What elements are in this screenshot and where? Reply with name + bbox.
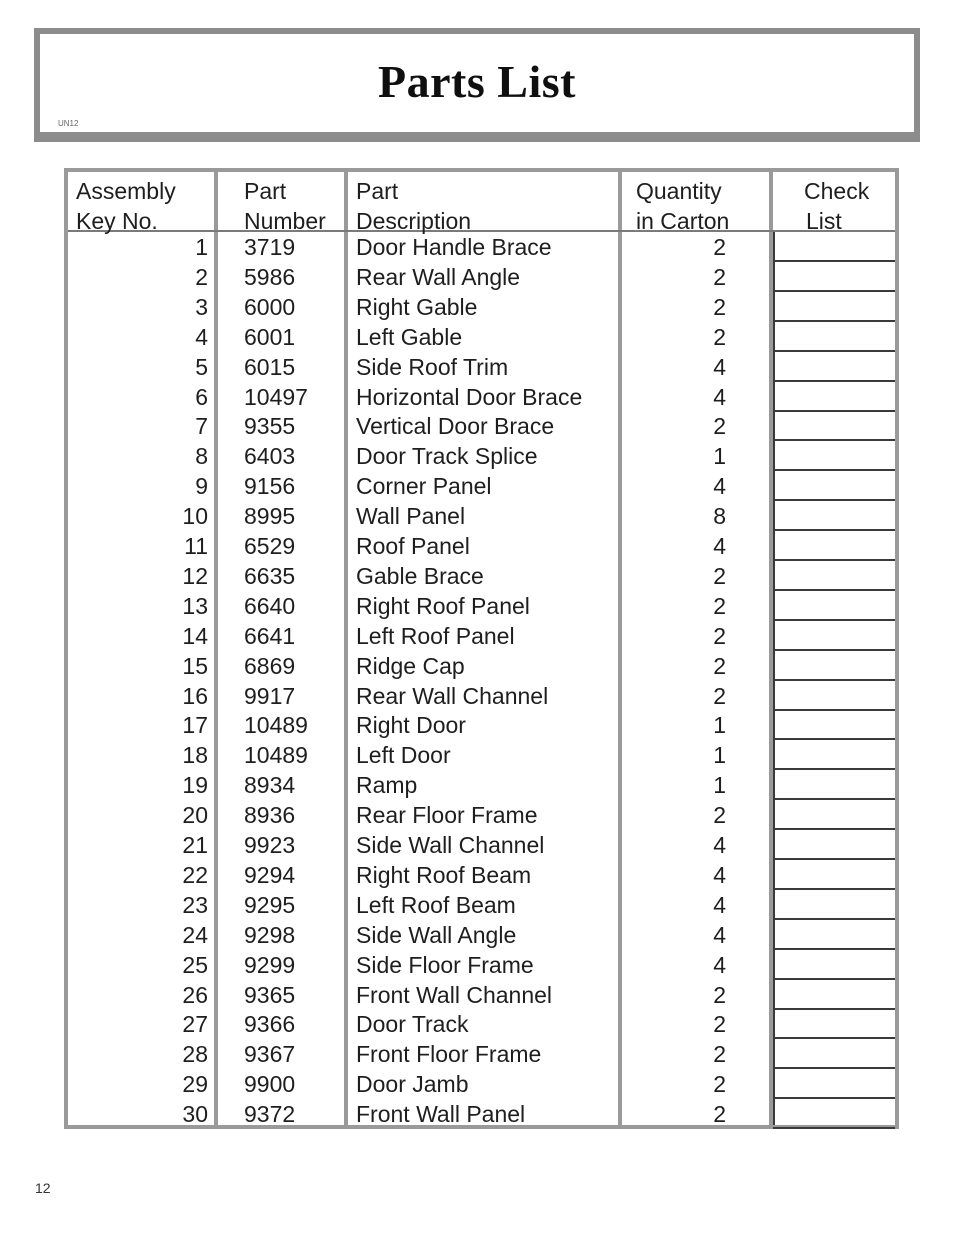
quantity-cell: 4 (713, 861, 726, 888)
assembly-key-cell: 6 (195, 383, 208, 410)
header-part-description-line2: Description (356, 208, 472, 234)
part-description-cell: Ramp (356, 772, 418, 799)
header-part-number-line1: Part (244, 178, 287, 204)
assembly-key-cell: 25 (182, 951, 208, 978)
assembly-key-cell: 7 (195, 413, 208, 440)
assembly-key-cell: 13 (182, 592, 208, 619)
part-description-cell: Door Jamb (356, 1071, 469, 1098)
quantity-cell: 2 (713, 682, 726, 709)
assembly-key-cell: 3 (195, 293, 208, 320)
assembly-key-cell: 26 (182, 981, 208, 1008)
part-description-cell: Right Gable (356, 293, 478, 320)
check-box[interactable] (773, 322, 895, 352)
banner-code: UN12 (58, 119, 79, 128)
check-box[interactable] (773, 980, 895, 1010)
quantity-cell: 2 (713, 981, 726, 1008)
page-number: 12 (35, 1180, 51, 1196)
assembly-key-cell: 18 (182, 742, 208, 769)
check-box[interactable] (773, 1039, 895, 1069)
part-description-cell: Side Wall Angle (356, 921, 517, 948)
assembly-key-cell: 5 (195, 353, 208, 380)
table-row (68, 322, 895, 352)
check-box[interactable] (773, 471, 895, 501)
check-box[interactable] (773, 501, 895, 531)
part-description-cell: Door Track Splice (356, 443, 538, 470)
part-description-cell: Side Wall Channel (356, 832, 545, 858)
check-box[interactable] (773, 651, 895, 681)
part-description-cell: Horizontal Door Brace (356, 383, 583, 410)
check-box[interactable] (773, 352, 895, 382)
assembly-key-cell: 24 (182, 921, 208, 948)
check-box[interactable] (773, 830, 895, 860)
table-row (68, 710, 895, 740)
table-row (68, 830, 895, 860)
quantity-cell: 1 (713, 712, 726, 739)
part-number-cell: 5986 (244, 263, 296, 290)
header-part-description (356, 176, 471, 236)
part-description-cell: Rear Wall Channel (356, 682, 549, 709)
part-description-cell: Right Roof Beam (356, 861, 532, 888)
part-description-cell: Door Track (356, 1011, 469, 1038)
check-box[interactable] (773, 920, 895, 950)
table-row (68, 501, 895, 531)
assembly-key-cell: 4 (195, 323, 208, 350)
quantity-cell: 1 (713, 772, 726, 799)
assembly-key-cell: 29 (182, 1071, 208, 1098)
quantity-cell: 4 (713, 832, 726, 858)
check-box[interactable] (773, 860, 895, 890)
quantity-cell: 4 (713, 383, 726, 410)
table-row (68, 980, 895, 1010)
part-number-cell: 6635 (244, 562, 296, 589)
table-row (68, 531, 895, 561)
table-row (68, 890, 895, 920)
check-box[interactable] (773, 382, 895, 412)
part-number-cell: 9923 (244, 832, 296, 858)
assembly-key-cell: 14 (182, 622, 208, 649)
quantity-cell: 4 (713, 921, 726, 948)
assembly-key-cell: 21 (182, 832, 208, 858)
part-description-cell: Left Roof Panel (356, 622, 515, 649)
quantity-cell: 2 (713, 562, 726, 589)
assembly-key-cell: 2 (195, 263, 208, 290)
part-number-cell: 10497 (244, 383, 308, 410)
assembly-key-cell: 17 (182, 712, 208, 739)
quantity-cell: 8 (713, 503, 726, 530)
check-box[interactable] (773, 441, 895, 471)
assembly-key-cell: 12 (182, 562, 208, 589)
quantity-cell: 2 (713, 323, 726, 350)
parts-table-body (68, 172, 895, 1128)
part-description-cell: Front Wall Panel (356, 1101, 526, 1128)
table-row (68, 471, 895, 501)
table-row (68, 441, 895, 471)
check-box[interactable] (773, 770, 895, 800)
table-row (68, 1009, 895, 1039)
part-description-cell: Rear Floor Frame (356, 802, 538, 829)
part-description-cell: Side Floor Frame (356, 951, 534, 978)
quantity-cell: 2 (713, 263, 726, 290)
part-description-cell: Side Roof Trim (356, 353, 509, 380)
part-description-cell: Door Handle Brace (356, 234, 552, 260)
header-check-list (804, 176, 869, 236)
part-number-cell: 9900 (244, 1071, 296, 1098)
quantity-cell: 2 (713, 652, 726, 679)
part-description-cell: Roof Panel (356, 533, 470, 559)
table-row (68, 920, 895, 950)
assembly-key-cell: 28 (182, 1041, 208, 1068)
assembly-key-cell: 8 (195, 443, 208, 470)
assembly-key-cell: 20 (182, 802, 208, 829)
table-row (68, 232, 895, 262)
assembly-key-cell: 27 (182, 1011, 208, 1038)
table-row (68, 860, 895, 890)
header-check-list-line1: Check (804, 178, 870, 204)
quantity-cell: 4 (713, 353, 726, 380)
title-banner (34, 28, 920, 142)
header-check-list-line2: List (806, 208, 842, 234)
check-box[interactable] (773, 681, 895, 711)
header-quantity (636, 176, 729, 236)
table-row (68, 950, 895, 980)
table-row (68, 621, 895, 651)
check-box[interactable] (773, 411, 895, 441)
part-number-cell: 6015 (244, 353, 296, 380)
part-number-cell: 8934 (244, 772, 296, 799)
header-quantity-line2: in Carton (636, 208, 730, 234)
assembly-key-cell: 30 (182, 1101, 208, 1128)
check-box[interactable] (773, 561, 895, 591)
check-box[interactable] (773, 890, 895, 920)
part-description-cell: Ridge Cap (356, 652, 465, 679)
quantity-cell: 2 (713, 293, 726, 320)
part-number-cell: 9372 (244, 1101, 296, 1128)
table-row (68, 740, 895, 770)
header-assembly-key-line1: Assembly (76, 178, 176, 204)
part-number-cell: 9367 (244, 1041, 296, 1068)
check-box[interactable] (773, 232, 895, 262)
quantity-cell: 2 (713, 1011, 726, 1038)
quantity-cell: 2 (713, 622, 726, 649)
part-number-cell: 9298 (244, 921, 296, 948)
part-number-cell: 3719 (244, 234, 296, 260)
part-number-cell: 6869 (244, 652, 296, 679)
table-row (68, 800, 895, 830)
quantity-cell: 4 (713, 533, 726, 559)
assembly-key-cell: 11 (184, 533, 208, 559)
part-description-cell: Rear Wall Angle (356, 263, 521, 290)
part-number-cell: 9295 (244, 891, 296, 918)
table-row (68, 411, 895, 441)
check-box[interactable] (773, 591, 895, 621)
assembly-key-cell: 9 (195, 473, 208, 500)
check-box[interactable] (773, 950, 895, 980)
part-description-cell: Front Floor Frame (356, 1041, 542, 1068)
header-assembly-key (76, 176, 176, 236)
part-number-cell: 6640 (244, 592, 296, 619)
part-description-cell: Right Door (356, 712, 466, 739)
check-box[interactable] (773, 1009, 895, 1039)
quantity-cell: 2 (713, 1071, 726, 1098)
check-box[interactable] (773, 1099, 895, 1129)
part-description-cell: Left Gable (356, 323, 463, 350)
header-part-number-line2: Number (244, 208, 326, 234)
part-number-cell: 6403 (244, 443, 296, 470)
check-box[interactable] (773, 740, 895, 770)
part-number-cell: 6001 (244, 323, 296, 350)
parts-table (64, 168, 899, 1129)
check-box[interactable] (773, 800, 895, 830)
quantity-cell: 1 (713, 443, 726, 470)
part-description-cell: Left Roof Beam (356, 891, 516, 918)
part-number-cell: 9365 (244, 981, 296, 1008)
check-box[interactable] (773, 531, 895, 561)
part-number-cell: 8936 (244, 802, 296, 829)
check-box[interactable] (773, 292, 895, 322)
assembly-key-cell: 15 (182, 652, 208, 679)
part-description-cell: Corner Panel (356, 473, 492, 500)
part-number-cell: 9294 (244, 861, 296, 888)
assembly-key-cell: 19 (182, 772, 208, 799)
quantity-cell: 2 (713, 413, 726, 440)
quantity-cell: 2 (713, 234, 726, 260)
header-part-description-line1: Part (356, 178, 399, 204)
part-number-cell: 6529 (244, 533, 296, 559)
check-box[interactable] (773, 262, 895, 292)
quantity-cell: 4 (713, 951, 726, 978)
assembly-key-cell: 23 (182, 891, 208, 918)
quantity-cell: 1 (713, 742, 726, 769)
header-quantity-line1: Quantity (636, 178, 722, 204)
page-title: Parts List (378, 56, 576, 107)
quantity-cell: 4 (713, 891, 726, 918)
part-number-cell: 8995 (244, 503, 296, 530)
table-row (68, 561, 895, 591)
table-row (68, 681, 895, 711)
table-row (68, 352, 895, 382)
title-banner-inner (40, 34, 914, 132)
table-row (68, 382, 895, 412)
table-row (68, 591, 895, 621)
assembly-key-cell: 10 (182, 503, 208, 530)
part-number-cell: 9917 (244, 682, 296, 709)
part-number-cell: 10489 (244, 742, 308, 769)
table-row (68, 292, 895, 322)
assembly-key-cell: 16 (182, 682, 208, 709)
part-number-cell: 10489 (244, 712, 308, 739)
part-number-cell: 9366 (244, 1011, 296, 1038)
part-description-cell: Vertical Door Brace (356, 413, 555, 440)
part-description-cell: Gable Brace (356, 562, 484, 589)
part-number-cell: 6641 (244, 622, 296, 649)
table-row (68, 651, 895, 681)
part-description-cell: Wall Panel (356, 503, 466, 530)
check-box[interactable] (773, 710, 895, 740)
table-row (68, 1099, 895, 1129)
quantity-cell: 2 (713, 1041, 726, 1068)
quantity-cell: 2 (713, 592, 726, 619)
part-number-cell: 6000 (244, 293, 296, 320)
table-row (68, 1039, 895, 1069)
header-assembly-key-line2: Key No. (76, 208, 158, 234)
assembly-key-cell: 1 (195, 234, 208, 260)
table-row (68, 770, 895, 800)
check-box[interactable] (773, 621, 895, 651)
part-description-cell: Left Door (356, 742, 451, 769)
table-row (68, 1069, 895, 1099)
check-box[interactable] (773, 1069, 895, 1099)
quantity-cell: 2 (713, 802, 726, 829)
quantity-cell: 4 (713, 473, 726, 500)
assembly-key-cell: 22 (182, 861, 208, 888)
part-number-cell: 9355 (244, 413, 296, 440)
header-part-number (244, 176, 326, 236)
part-number-cell: 9299 (244, 951, 296, 978)
part-description-cell: Front Wall Channel (356, 981, 553, 1008)
part-description-cell: Right Roof Panel (356, 592, 530, 619)
quantity-cell: 2 (713, 1101, 726, 1128)
table-row (68, 262, 895, 292)
part-number-cell: 9156 (244, 473, 296, 500)
